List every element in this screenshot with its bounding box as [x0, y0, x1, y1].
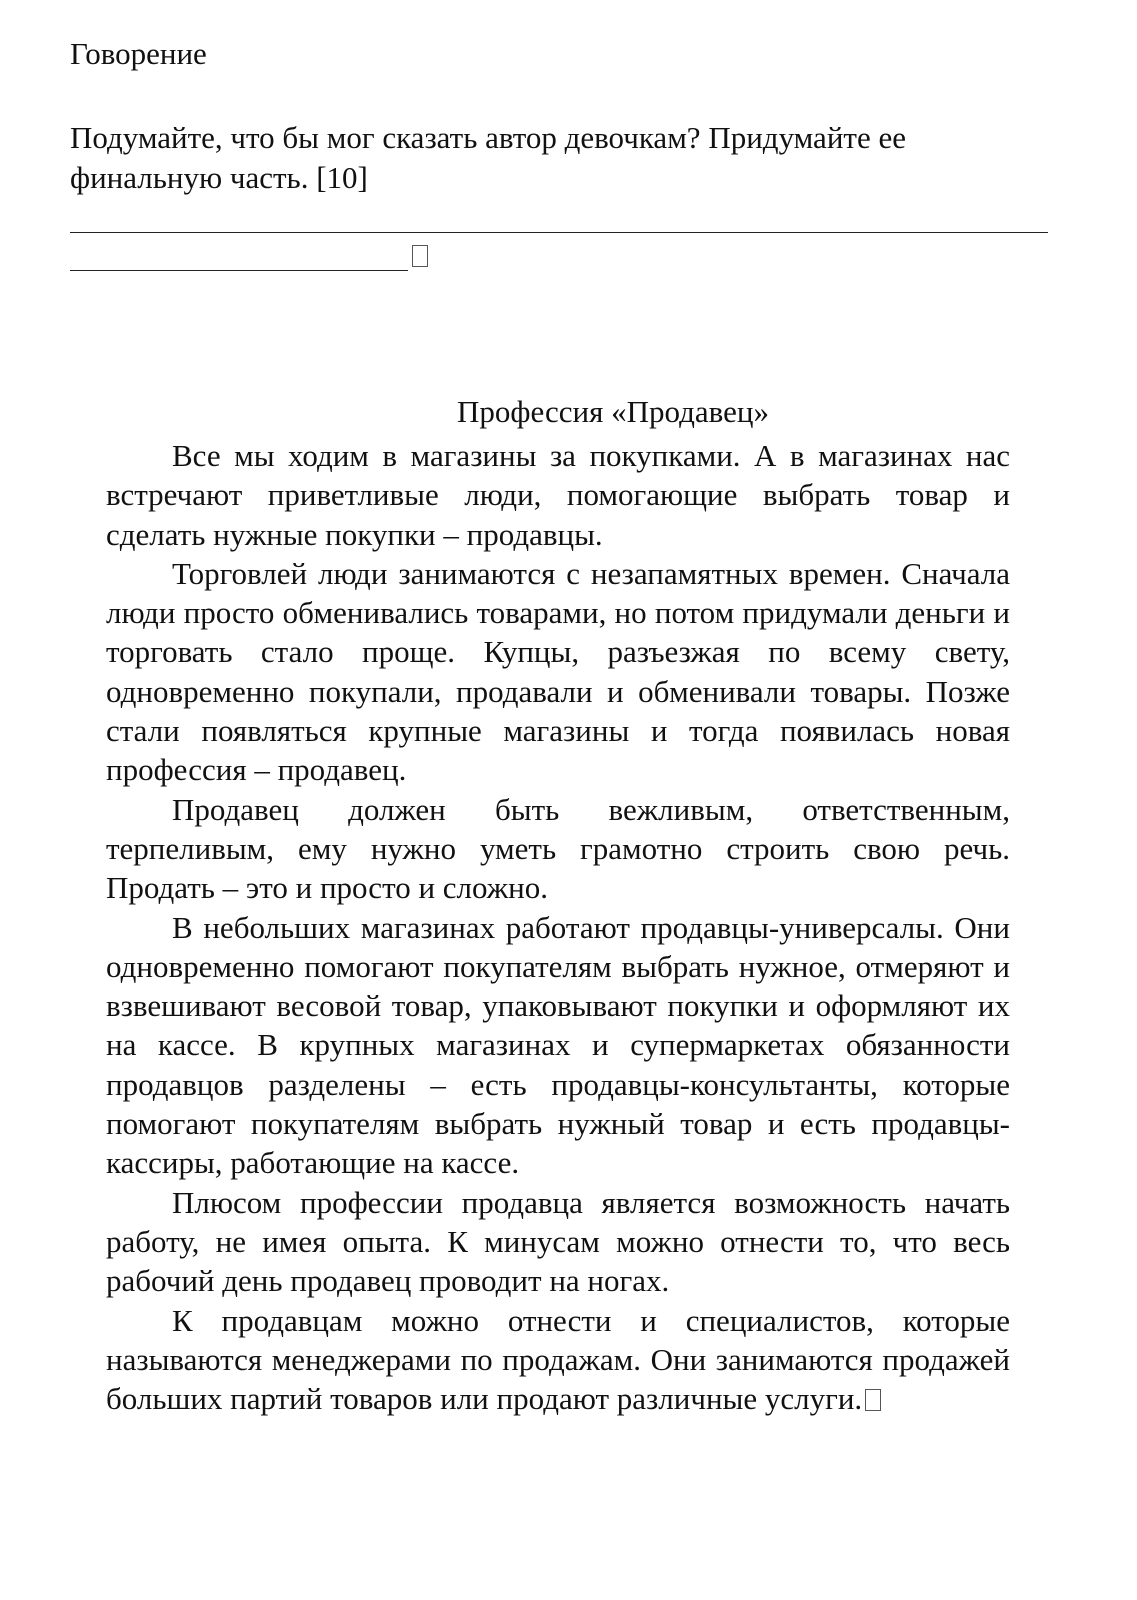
missing-glyph-icon — [865, 1389, 881, 1411]
answer-line-1 — [70, 232, 1048, 233]
article-title: Профессия «Продавец» — [457, 394, 769, 429]
answer-line-2 — [70, 270, 408, 271]
missing-glyph-icon — [412, 245, 428, 267]
article-paragraph: В небольших магазинах работают продавцы-универсалы. Они одновременно помогают покупателям выбрать нужное, отмеряют и взвешивают весовой товар, упаковывают покупки и оформляют их на кассе. В крупных магазинах и супермаркетах обязанности продавцов разделены – есть продавцы-консультанты, которые помогают покупателям выбрать нужный товар и есть продавцы-кассиры, работающие на кассе. — [106, 909, 1010, 1181]
task-prompt: Подумайте, что бы мог сказать автор девочкам? Придумайте ее финальную часть. [10] — [70, 120, 906, 195]
article-paragraph: Все мы ходим в магазины за покупками. А в магазинах нас встречают приветливые люди, помогающие выбрать товар и сделать нужные покупки – продавцы. — [106, 438, 1010, 552]
section-title: Говорение — [70, 36, 207, 71]
article-paragraph: Продавец должен быть вежливым, ответственным, терпеливым, ему нужно уметь грамотно строить свою речь. Продать – это и просто и сложно. — [106, 791, 1010, 906]
article-paragraph: К продавцам можно отнести и специалистов, которые называются менеджерами по продажам. Они занимаются продажей больших партий товаров или продают различные услуги. — [106, 1302, 1010, 1417]
article-paragraph: Плюсом профессии продавца является возможность начать работу, не имея опыта. К минусам можно отнести то, что весь рабочий день продавец проводит на ногах. — [106, 1184, 1010, 1299]
article-body — [106, 436, 1010, 1418]
article-paragraph: Торговлей люди занимаются с незапамятных времен. Сначала люди просто обменивались товарами, но потом придумали деньги и торговать стало проще. Купцы, разъезжая по всему свету, одновременно покупали, продавали и обменивали товары. Позже стали появляться крупные магазины и тогда появилась новая профессия – продавец. — [106, 555, 1010, 788]
